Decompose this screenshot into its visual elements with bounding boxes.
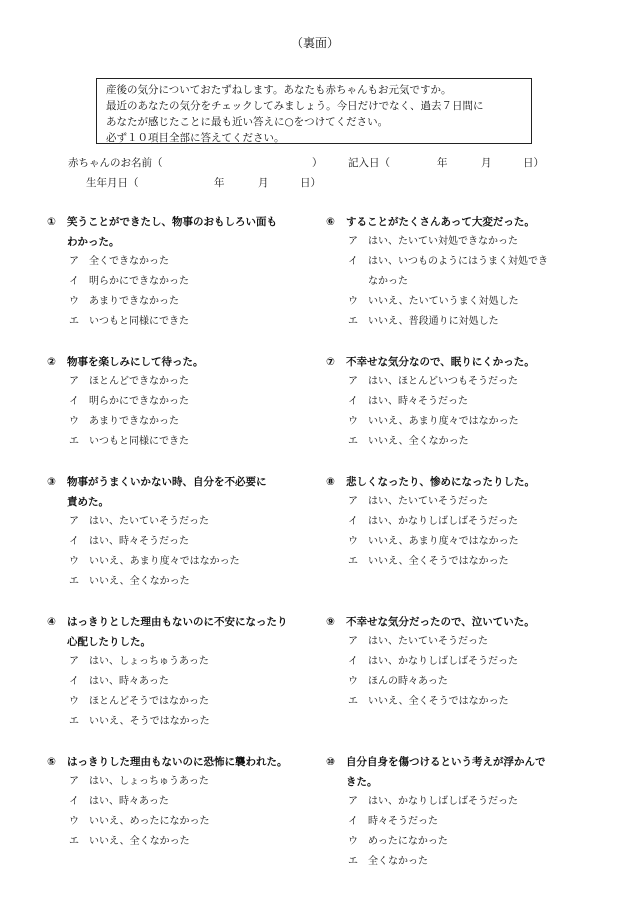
option-letter: エ (69, 716, 79, 727)
option-letter: ウ (348, 536, 358, 547)
option-letter: ア (348, 496, 358, 507)
instructions-box (96, 78, 532, 144)
answer-option[interactable] (47, 832, 302, 852)
answer-option[interactable] (326, 552, 596, 572)
option-letter: ア (69, 776, 79, 787)
question-number: ① (47, 216, 56, 228)
page-title: （裏面） (290, 36, 339, 50)
question-text: 笑うことができたし、物事のおもしろい面も (67, 216, 277, 228)
question-text: きた。 (346, 776, 378, 788)
option-text: あまりできなかった (89, 416, 179, 427)
option-letter: イ (69, 796, 79, 807)
question-number: ⑥ (326, 216, 335, 228)
option-text: はい、時々そうだった (89, 536, 189, 547)
answer-option[interactable] (326, 672, 596, 692)
answer-option[interactable] (326, 532, 596, 552)
question-5 (47, 752, 302, 852)
answer-option[interactable] (47, 532, 302, 552)
answer-option[interactable] (326, 632, 596, 652)
answer-option[interactable] (47, 252, 302, 272)
option-letter: ウ (348, 676, 358, 687)
entry-date-day: 日） (523, 157, 544, 169)
question-text: することがたくさんあって大変だった。 (346, 216, 535, 228)
option-letter: イ (69, 276, 79, 287)
instruction-line: 必ず１０項目全部に答えてください。 (106, 132, 285, 144)
option-text: いいえ、全くなかった (368, 436, 469, 447)
option-text: ほとんどできなかった (89, 376, 189, 387)
option-text: はい、かなりしばしばそうだった (368, 656, 518, 667)
option-letter: エ (348, 856, 358, 867)
option-letter: エ (348, 316, 358, 327)
option-letter: イ (69, 396, 79, 407)
option-text: はい、かなりしばしばそうだった (368, 516, 518, 527)
option-letter: イ (348, 516, 358, 527)
option-letter: ア (69, 656, 79, 667)
option-text: はい、しょっちゅうあった (89, 776, 209, 787)
question-text: わかった。 (67, 236, 120, 248)
question-8 (326, 472, 596, 572)
answer-option[interactable] (47, 432, 302, 452)
question-number: ⑩ (326, 756, 335, 768)
option-text: 明らかにできなかった (89, 276, 189, 287)
question-1 (47, 212, 302, 332)
question-7 (326, 352, 596, 452)
answer-option[interactable] (326, 652, 596, 672)
answer-option[interactable] (326, 232, 596, 252)
option-letter: ウ (69, 696, 79, 707)
answer-option[interactable] (326, 812, 596, 832)
answer-option[interactable] (47, 812, 302, 832)
option-text: めったになかった (368, 836, 448, 847)
option-letter: ア (348, 796, 358, 807)
answer-option[interactable] (47, 392, 302, 412)
question-text: 心配したりした。 (67, 636, 151, 648)
answer-option[interactable] (47, 292, 302, 312)
answer-option[interactable] (47, 412, 302, 432)
birth-date-label: 生年月日（ (86, 177, 139, 189)
answer-option[interactable] (326, 852, 596, 872)
answer-option[interactable] (47, 672, 302, 692)
option-letter: イ (69, 676, 79, 687)
option-text: 全くなかった (368, 856, 428, 867)
answer-option[interactable] (47, 692, 302, 712)
option-letter: イ (348, 656, 358, 667)
question-text: 悲しくなったり、惨めになったりした。 (346, 476, 535, 488)
answer-option[interactable] (326, 512, 596, 532)
option-text-continued: なかった (368, 276, 408, 287)
option-text: いいえ、あまり度々ではなかった (368, 416, 519, 427)
birth-date-day: 日） (300, 177, 321, 189)
baby-name-close: ） (312, 157, 323, 169)
option-letter: イ (348, 396, 358, 407)
option-text: 明らかにできなかった (89, 396, 189, 407)
option-letter: ウ (348, 296, 358, 307)
option-text: はい、時々あった (89, 676, 169, 687)
answer-option[interactable] (47, 712, 302, 732)
option-letter: ア (69, 256, 79, 267)
option-text: はい、時々そうだった (368, 396, 468, 407)
question-number: ⑤ (47, 756, 56, 768)
option-letter: ウ (348, 416, 358, 427)
answer-option[interactable] (326, 832, 596, 852)
question-text: 物事がうまくいかない時、自分を不必要に (67, 476, 267, 488)
question-text: 物事を楽しみにして待った。 (67, 356, 204, 368)
question-text: 不幸せな気分だったので、泣いていた。 (346, 616, 535, 628)
option-letter: エ (69, 436, 79, 447)
question-text: 責めた。 (67, 496, 109, 508)
entry-date-year: 年 (437, 157, 448, 169)
answer-option[interactable] (47, 792, 302, 812)
option-letter: ウ (69, 816, 79, 827)
option-text: いいえ、全くなかった (89, 836, 190, 847)
question-text: はっきりとした理由もないのに不安になったり (67, 616, 288, 628)
option-letter: ウ (348, 836, 358, 847)
question-text: 自分自身を傷つけるという考えが浮かんで (346, 756, 546, 768)
option-text: はい、たいていそうだった (368, 496, 488, 507)
option-text: いいえ、あまり度々ではなかった (89, 556, 240, 567)
option-text: ほんの時々あった (368, 676, 448, 687)
option-letter: イ (69, 536, 79, 547)
answer-option[interactable] (47, 772, 302, 792)
entry-date-month: 月 (481, 157, 492, 169)
option-text: はい、いつものようにはうまく対処でき (368, 256, 548, 267)
option-letter: エ (348, 696, 358, 707)
answer-option[interactable] (326, 312, 596, 332)
answer-option[interactable] (326, 392, 596, 412)
option-letter: ウ (69, 416, 79, 427)
option-letter: ウ (69, 556, 79, 567)
question-number: ⑧ (326, 476, 335, 488)
option-text: はい、かなりしばしばそうだった (368, 796, 518, 807)
answer-option[interactable] (47, 512, 302, 532)
answer-option[interactable] (326, 252, 596, 292)
option-letter: ア (69, 376, 79, 387)
answer-option[interactable] (326, 412, 596, 432)
option-letter: エ (69, 836, 79, 847)
option-text: はい、しょっちゅうあった (89, 656, 209, 667)
answer-option[interactable] (326, 792, 596, 812)
option-text: ほとんどそうではなかった (89, 696, 209, 707)
option-text: 全くできなかった (89, 256, 169, 267)
answer-option[interactable] (326, 372, 596, 392)
option-text: いいえ、あまり度々ではなかった (368, 536, 519, 547)
option-text: いいえ、そうではなかった (89, 716, 210, 727)
answer-option[interactable] (47, 572, 302, 592)
option-text: はい、ほとんどいつもそうだった (368, 376, 518, 387)
answer-option[interactable] (47, 312, 302, 332)
option-letter: エ (348, 556, 358, 567)
question-text: 不幸せな気分なので、眠りにくかった。 (346, 356, 535, 368)
answer-option[interactable] (326, 432, 596, 452)
question-4 (47, 612, 302, 732)
option-text: はい、時々あった (89, 796, 169, 807)
option-text: いいえ、全くそうではなかった (368, 696, 509, 707)
option-letter: ア (348, 236, 358, 247)
birth-date-year: 年 (214, 177, 225, 189)
option-text: あまりできなかった (89, 296, 179, 307)
answer-option[interactable] (47, 552, 302, 572)
question-number: ⑨ (326, 616, 335, 628)
option-letter: ウ (69, 296, 79, 307)
option-text: 時々そうだった (368, 816, 438, 827)
instruction-line: あなたが感じたことに最も近い答えに○をつけてください。 (106, 116, 389, 128)
answer-option[interactable] (47, 372, 302, 392)
question-2 (47, 352, 302, 452)
answer-option[interactable] (47, 272, 302, 292)
baby-name-label: 赤ちゃんのお名前（ (68, 157, 163, 169)
option-text: いいえ、普段通りに対処した (368, 316, 499, 327)
question-number: ③ (47, 476, 56, 488)
option-letter: エ (69, 576, 79, 587)
question-number: ② (47, 356, 56, 368)
instruction-line: 産後の気分についておたずねします。あなたも赤ちゃんもお元気ですか。 (106, 84, 452, 96)
instruction-line: 最近のあなたの気分をチェックしてみましょう。今日だけでなく、過去７日間に (106, 100, 484, 112)
question-6 (326, 212, 596, 332)
question-9 (326, 612, 596, 712)
option-text: はい、たいていそうだった (368, 636, 488, 647)
answer-option[interactable] (47, 652, 302, 672)
option-text: いつもと同様にできた (89, 436, 189, 447)
option-text: はい、たいてい対処できなかった (368, 236, 518, 247)
option-text: いつもと同様にできた (89, 316, 189, 327)
entry-date-label: 記入日（ (348, 157, 390, 169)
answer-option[interactable] (326, 292, 596, 312)
option-text: はい、たいていそうだった (89, 516, 209, 527)
question-number: ④ (47, 616, 56, 628)
option-letter: イ (348, 256, 358, 267)
option-text: いいえ、全くそうではなかった (368, 556, 509, 567)
question-number: ⑦ (326, 356, 335, 368)
option-letter: エ (348, 436, 358, 447)
option-letter: イ (348, 816, 358, 827)
answer-option[interactable] (326, 692, 596, 712)
option-letter: ア (348, 636, 358, 647)
option-letter: エ (69, 316, 79, 327)
birth-date-month: 月 (258, 177, 269, 189)
question-text: はっきりした理由もないのに恐怖に襲われた。 (67, 756, 288, 768)
answer-option[interactable] (326, 492, 596, 512)
option-text: いいえ、めったになかった (89, 816, 210, 827)
option-letter: ア (348, 376, 358, 387)
option-text: いいえ、全くなかった (89, 576, 190, 587)
question-3 (47, 472, 302, 592)
question-10 (326, 752, 596, 872)
option-text: いいえ、たいていうまく対処した (368, 296, 519, 307)
option-letter: ア (69, 516, 79, 527)
